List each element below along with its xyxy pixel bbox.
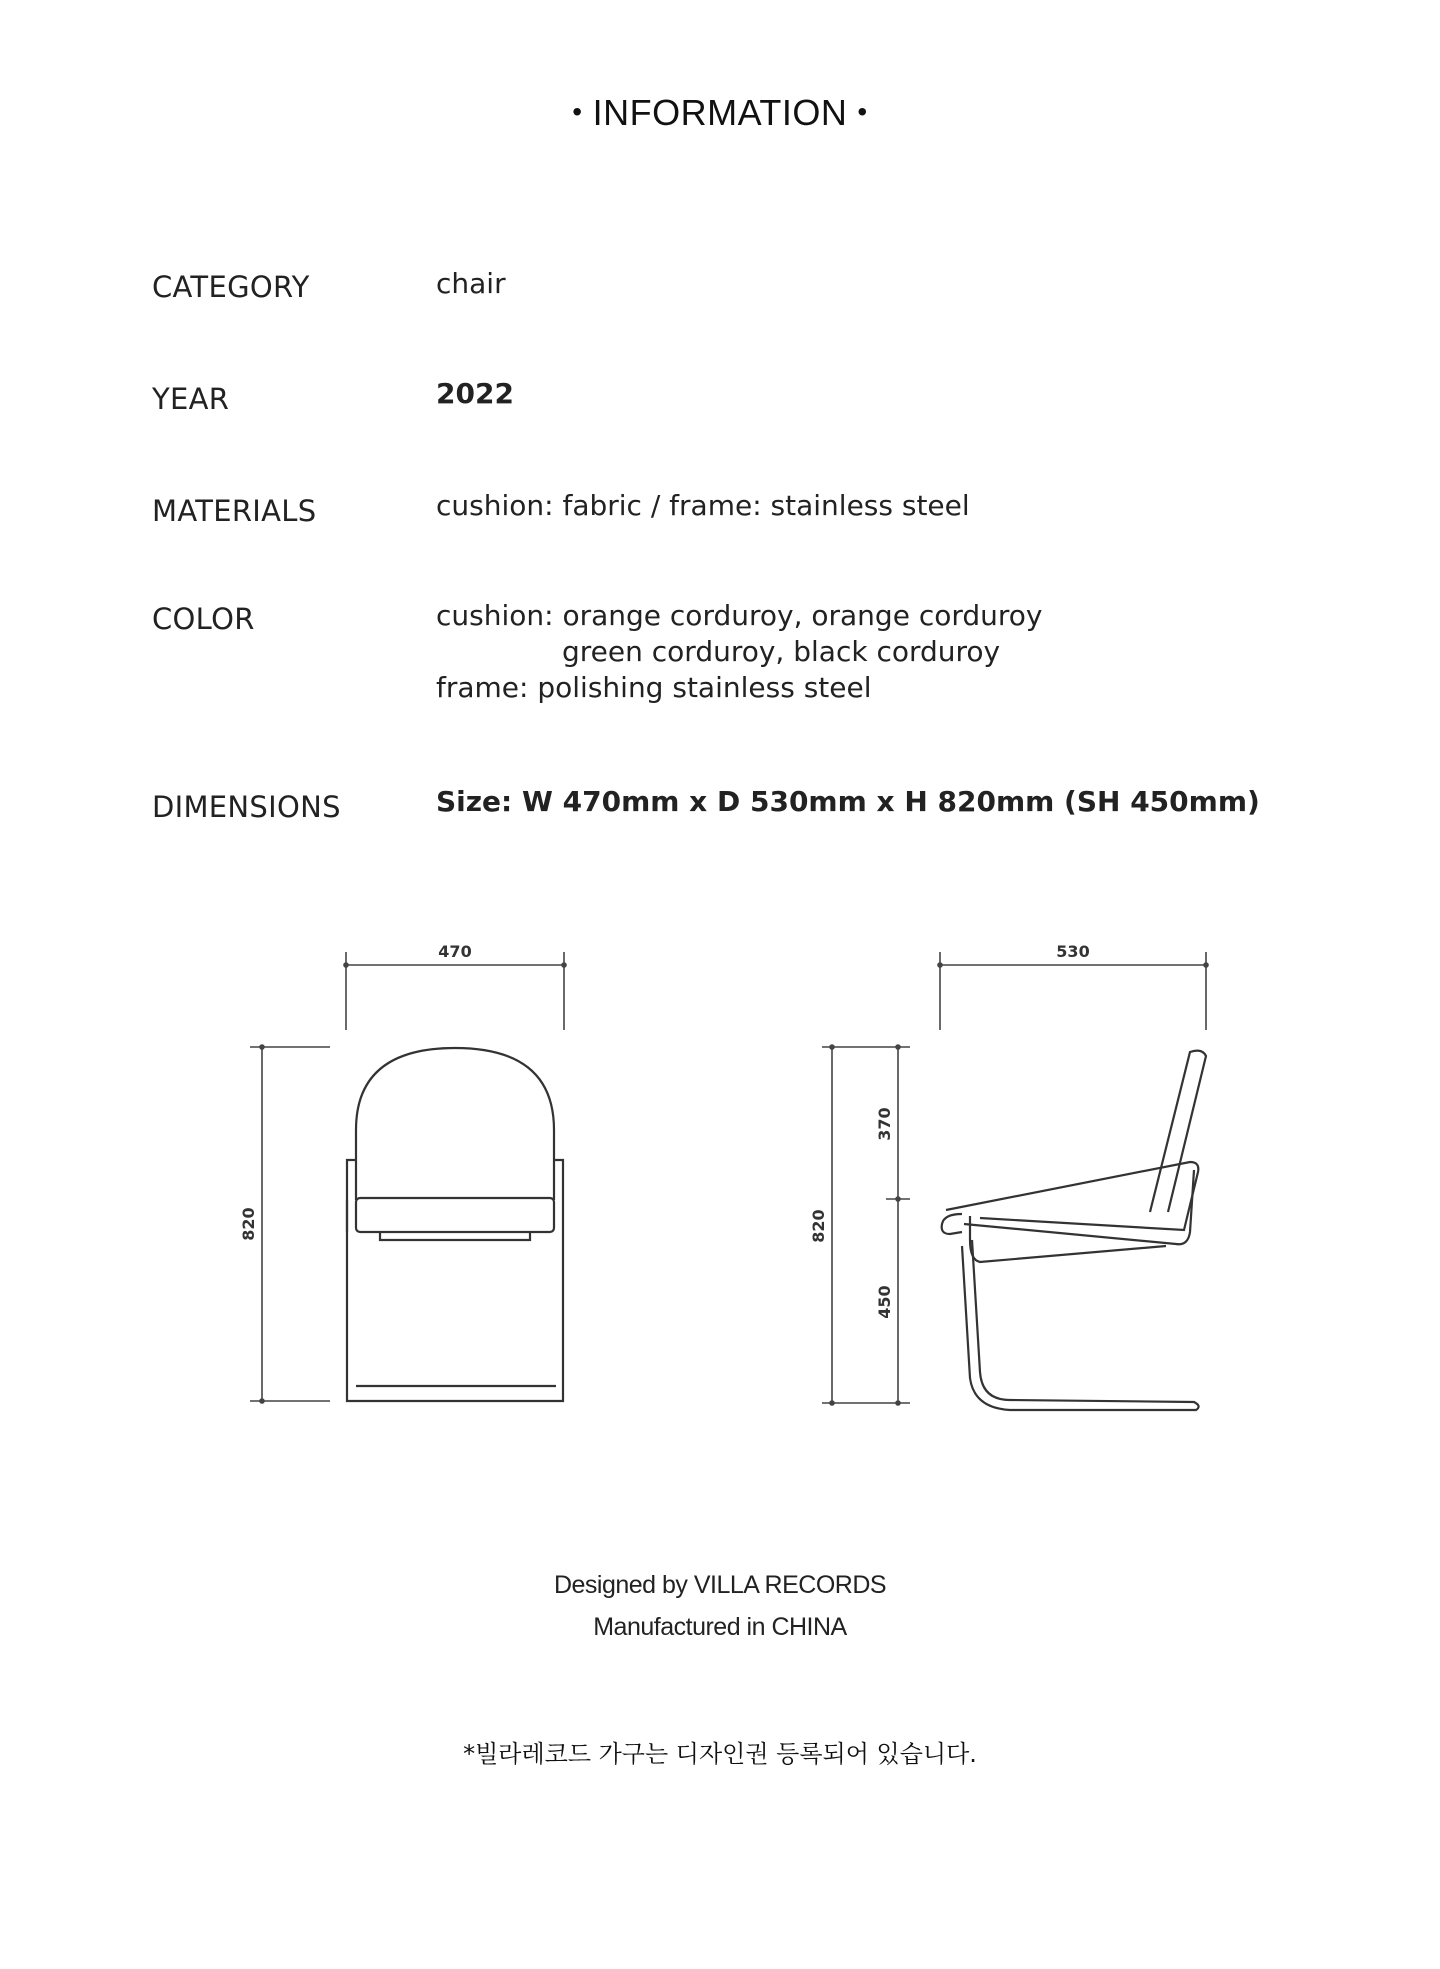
design-registration-notice: *빌라레코드 가구는 디자인권 등록되어 있습니다. [463,1740,977,1768]
dimensions-label: DIMENSIONS [152,790,341,824]
color-line-3: frame: polishing stainless steel [436,671,872,704]
materials-label: MATERIALS [152,494,317,528]
year-value: 2022 [436,377,514,410]
bullet-left: • [572,96,583,127]
side-segment-dimension [886,1045,910,1405]
credits [0,1564,1440,1648]
year-label: YEAR [152,382,230,416]
side-depth-label: 530 [1056,942,1090,961]
front-view-chair [347,1048,563,1401]
category-value: chair [436,267,506,300]
category-label: CATEGORY [152,270,310,304]
seat-height-label: 450 [875,1285,894,1319]
front-width-label: 470 [438,942,472,961]
color-line-1: cushion: orange corduroy, orange corduroy [436,599,1043,632]
back-height-label: 370 [875,1107,894,1141]
page-title-text: INFORMATION [592,92,848,133]
front-width-dimension [344,952,566,1030]
materials-value: cushion: fabric / frame: stainless steel [436,489,970,522]
side-height-label: 820 [809,1209,828,1243]
side-depth-dimension [938,952,1208,1030]
designed-by: Designed by VILLA RECORDS [553,1571,887,1599]
color-label: COLOR [152,602,255,636]
bullet-right: • [857,96,868,127]
color-line-2: green corduroy, black corduroy [562,635,1001,668]
side-height-dimension [822,1045,910,1405]
front-height-label: 820 [239,1207,258,1241]
manufactured-in: Manufactured in CHINA [593,1613,847,1641]
front-height-dimension [250,1045,330,1403]
side-view-chair [942,1051,1206,1410]
dimensions-value: Size: W 470mm x D 530mm x H 820mm (SH 450mm) [436,785,1260,818]
